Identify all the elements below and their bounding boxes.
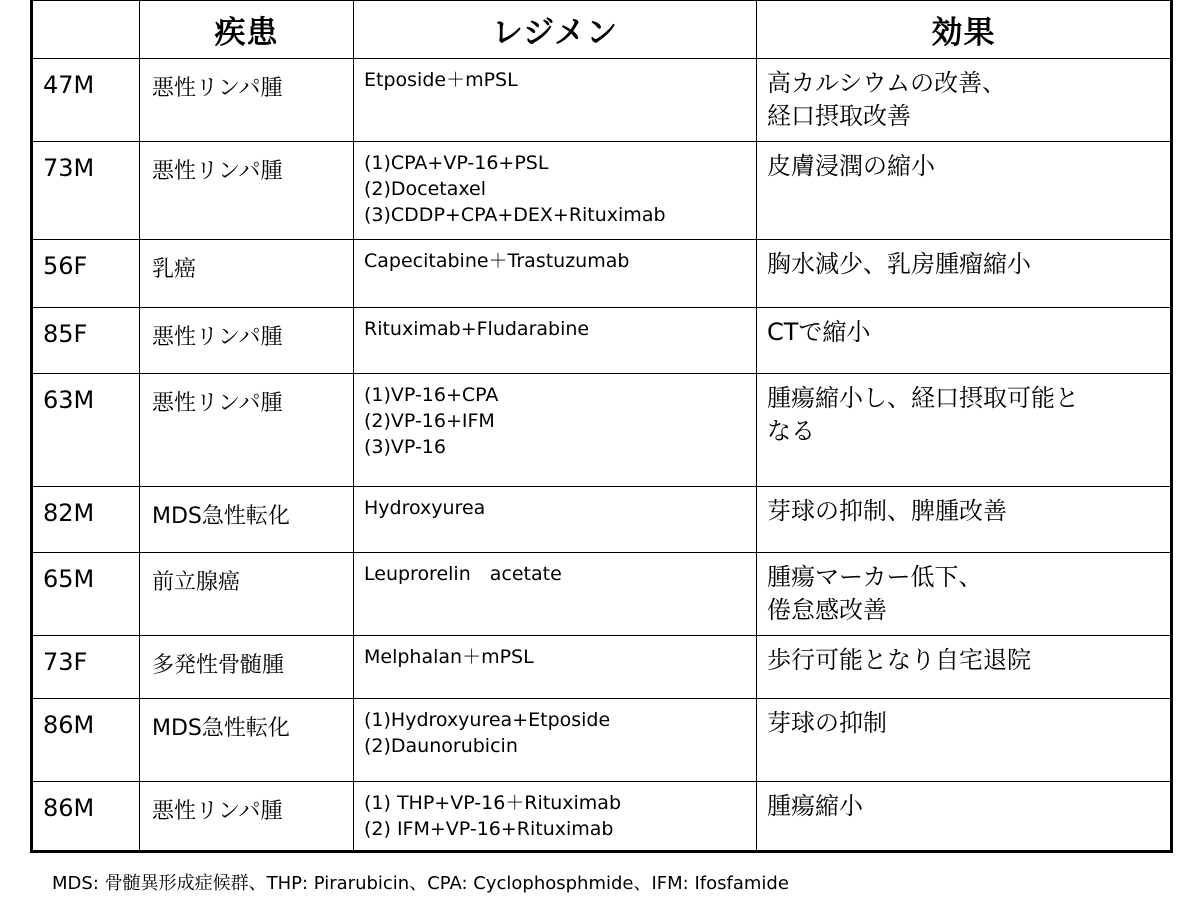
effect-cell: 歩行可能となり自宅退院 <box>757 635 1172 698</box>
disease-cell: 悪性リンパ腫 <box>140 781 354 851</box>
case-table <box>30 0 1173 853</box>
case-cell: 65M <box>32 552 140 635</box>
effect-cell: 芽球の抑制 <box>757 698 1172 781</box>
header-effect: 効果 <box>757 1 1172 59</box>
disease-cell: 悪性リンパ腫 <box>140 59 354 142</box>
table-row <box>32 59 1172 142</box>
table-row <box>32 698 1172 781</box>
header-regimen: レジメン <box>354 1 757 59</box>
table-row <box>32 308 1172 374</box>
disease-cell: 悪性リンパ腫 <box>140 308 354 374</box>
disease-cell: 悪性リンパ腫 <box>140 374 354 486</box>
table-row <box>32 486 1172 552</box>
table-row <box>32 240 1172 308</box>
header-disease: 疾患 <box>140 1 354 59</box>
effect-cell: 腫瘍縮小 <box>757 781 1172 851</box>
case-cell: 56F <box>32 240 140 308</box>
regimen-cell: (1) THP+VP-16＋Rituximab (2) IFM+VP-16+Rituximab <box>354 781 757 851</box>
regimen-cell: Leuprorelin acetate <box>354 552 757 635</box>
disease-cell: MDS急性転化 <box>140 486 354 552</box>
disease-cell: 悪性リンパ腫 <box>140 142 354 240</box>
case-cell: 82M <box>32 486 140 552</box>
regimen-cell: Hydroxyurea <box>354 486 757 552</box>
header-row <box>32 1 1172 59</box>
disease-cell: 多発性骨髄腫 <box>140 635 354 698</box>
regimen-cell: Etposide＋mPSL <box>354 59 757 142</box>
case-cell: 73F <box>32 635 140 698</box>
header-case <box>32 1 140 59</box>
case-cell: 86M <box>32 781 140 851</box>
effect-cell: 高カルシウムの改善、 経口摂取改善 <box>757 59 1172 142</box>
case-cell: 73M <box>32 142 140 240</box>
table-row <box>32 142 1172 240</box>
table-row <box>32 552 1172 635</box>
case-cell: 85F <box>32 308 140 374</box>
regimen-cell: Capecitabine＋Trastuzumab <box>354 240 757 308</box>
disease-cell: 乳癌 <box>140 240 354 308</box>
effect-cell: 皮膚浸潤の縮小 <box>757 142 1172 240</box>
footnote: MDS: 骨髄異形成症候群、THP: Pirarubicin、CPA: Cyclophosphmide、IFM: Ifosfamide <box>52 873 789 894</box>
table-row <box>32 635 1172 698</box>
disease-cell: MDS急性転化 <box>140 698 354 781</box>
table-row <box>32 781 1172 851</box>
effect-cell: CTで縮小 <box>757 308 1172 374</box>
effect-cell: 腫瘍マーカー低下、 倦怠感改善 <box>757 552 1172 635</box>
regimen-cell: (1)VP-16+CPA (2)VP-16+IFM (3)VP-16 <box>354 374 757 486</box>
regimen-cell: (1)Hydroxyurea+Etposide (2)Daunorubicin <box>354 698 757 781</box>
table-row <box>32 374 1172 486</box>
case-cell: 47M <box>32 59 140 142</box>
disease-cell: 前立腺癌 <box>140 552 354 635</box>
case-cell: 63M <box>32 374 140 486</box>
regimen-cell: Rituximab+Fludarabine <box>354 308 757 374</box>
effect-cell: 胸水減少、乳房腫瘤縮小 <box>757 240 1172 308</box>
regimen-cell: Melphalan＋mPSL <box>354 635 757 698</box>
case-cell: 86M <box>32 698 140 781</box>
effect-cell: 芽球の抑制、脾腫改善 <box>757 486 1172 552</box>
effect-cell: 腫瘍縮小し、経口摂取可能と なる <box>757 374 1172 486</box>
regimen-cell: (1)CPA+VP-16+PSL (2)Docetaxel (3)CDDP+CPA+DEX+Rituximab <box>354 142 757 240</box>
